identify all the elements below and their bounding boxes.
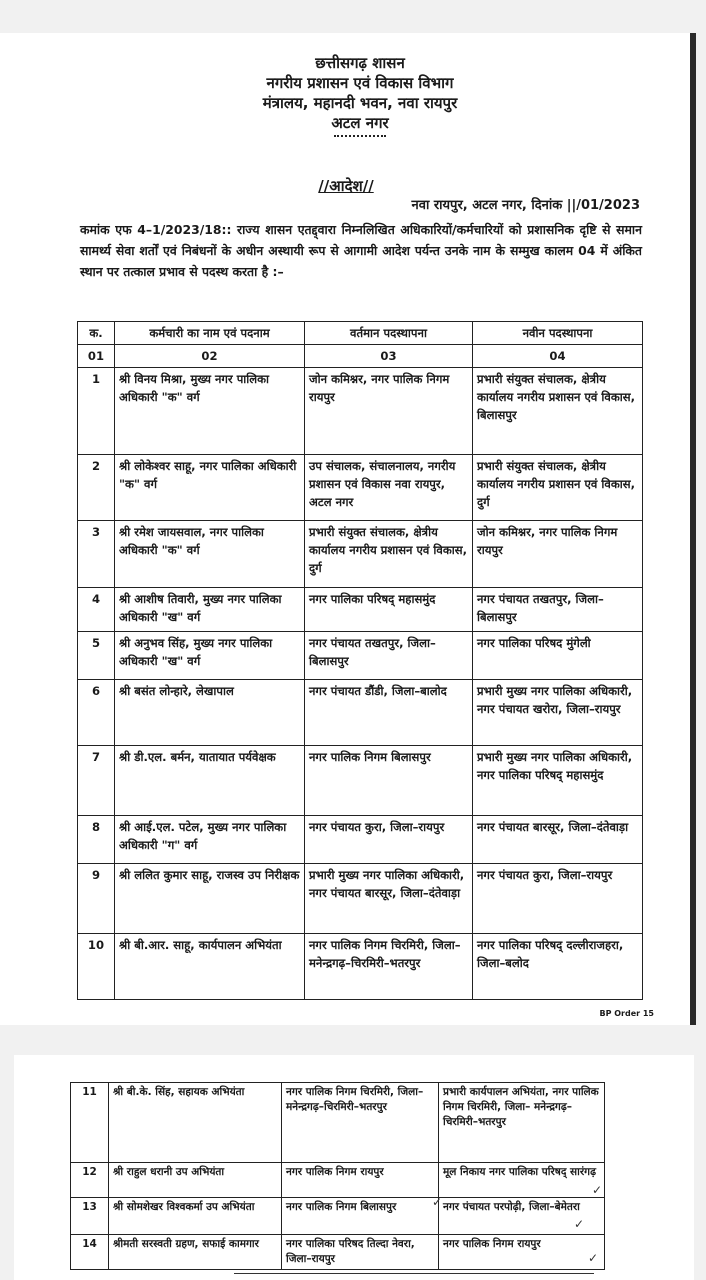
department-name: नगरीय प्रशासन एवं विकास विभाग xyxy=(266,74,454,92)
posting-table-continued xyxy=(70,1082,605,1270)
row-current: नगर पालिक निगम बिलासपुर xyxy=(305,746,473,816)
row-name: श्री बसंत लोन्हारे, लेखापाल xyxy=(115,680,305,746)
row-name: श्री डी.एल. बर्मन, यातायात पर्यवेक्षक xyxy=(115,746,305,816)
row-new: नगर पंचायत कुरा, जिला–रायपुर xyxy=(473,864,643,934)
row-sn: 5 xyxy=(78,632,115,680)
table-row xyxy=(78,455,643,521)
table-row xyxy=(78,521,643,588)
row-current: नगर पालिक निगम चिरमिरी, जिला–मनेन्द्रगढ़–चिरमिरी–भतरपुर xyxy=(282,1083,439,1163)
table-colnum-row xyxy=(78,345,643,368)
row-new: नगर पंचायत बारसूर, जिला–दंतेवाड़ा xyxy=(473,816,643,864)
row-sn: 14 xyxy=(71,1235,109,1270)
row-name: श्री विनय मिश्रा, मुख्य नगर पालिका अधिकारी "क" वर्ग xyxy=(115,368,305,455)
table-header-row xyxy=(78,322,643,345)
header-sn: क. xyxy=(78,322,115,345)
row-name: श्री आई.एल. पटेल, मुख्य नगर पालिका अधिकारी "ग" वर्ग xyxy=(115,816,305,864)
row-sn: 2 xyxy=(78,455,115,521)
table-row xyxy=(78,680,643,746)
row-new: प्रभारी संयुक्त संचालक, क्षेत्रीय कार्यालय नगरीय प्रशासन एवं विकास, बिलासपुर xyxy=(473,368,643,455)
row-name: श्री आशीष तिवारी, मुख्य नगर पालिका अधिकारी "ख" वर्ग xyxy=(115,588,305,632)
row-new: प्रभारी संयुक्त संचालक, क्षेत्रीय कार्यालय नगरीय प्रशासन एवं विकास, दुर्ग xyxy=(473,455,643,521)
row-name: श्री लोकेश्वर साहू, नगर पालिका अधिकारी "क" वर्ग xyxy=(115,455,305,521)
row-name: श्री राहुल धरानी उप अभियंता xyxy=(109,1163,282,1198)
row-sn: 13 xyxy=(71,1198,109,1235)
row-current: नगर पंचायत तखतपुर, जिला–बिलासपुर xyxy=(305,632,473,680)
row-current: नगर पालिक निगम बिलासपुर xyxy=(282,1198,439,1235)
table-row xyxy=(78,746,643,816)
check-mark: ✓ xyxy=(592,1183,603,1197)
row-new: मूल निकाय नगर पालिका परिषद् सारंगढ़ xyxy=(439,1163,605,1198)
row-sn: 10 xyxy=(78,934,115,1000)
row-name: श्रीमती सरस्वती ग्रहण, सफाई कामगार xyxy=(109,1235,282,1270)
table-row xyxy=(71,1198,605,1235)
row-current: नगर पालिक निगम रायपुर xyxy=(282,1163,439,1198)
footer-tag: BP Order 15 xyxy=(599,1009,654,1018)
order-intro-paragraph: कमांक एफ 4–1/2023/18:: राज्य शासन एतद्द्वारा निम्नलिखित अधिकारियों/कर्मचारियों को प्रशासनिक दृष्टि से समान सामर्थ्य सेवा शर्तों एवं निबंधनों के अधीन अस्थायी रूप से आगामी आदेश पर्यन्त उनके नाम के सम्मुख कालम 04 में अंकित स्थान पर तत्काल प्रभाव से पदस्थ करता है :– xyxy=(80,222,642,279)
row-new: नगर पालिका परिषद् दल्लीराजहरा, जिला–बलोद xyxy=(473,934,643,1000)
row-sn: 7 xyxy=(78,746,115,816)
row-new: नगर पंचायत परपोढ़ी, जिला–बेमेतरा xyxy=(439,1198,605,1235)
table-row xyxy=(71,1235,605,1270)
row-name: श्री ललित कुमार साहू, राजस्व उप निरीक्षक xyxy=(115,864,305,934)
row-name: श्री रमेश जायसवाल, नगर पालिका अधिकारी "क" वर्ग xyxy=(115,521,305,588)
header-new: नवीन पदस्थापना xyxy=(473,322,643,345)
row-sn: 12 xyxy=(71,1163,109,1198)
row-current: नगर पालिक निगम चिरमिरी, जिला–मनेन्द्रगढ़–चिरमिरी–भतरपुर xyxy=(305,934,473,1000)
colnum: 01 xyxy=(78,345,115,368)
row-name: श्री अनुभव सिंह, मुख्य नगर पालिका अधिकारी "ख" वर्ग xyxy=(115,632,305,680)
table-row xyxy=(78,588,643,632)
next-paragraph-cutoff xyxy=(234,1273,594,1274)
row-name: श्री सोमशेखर विश्वकर्मा उप अभियंता xyxy=(109,1198,282,1235)
header-current: वर्तमान पदस्थापना xyxy=(305,322,473,345)
colnum: 04 xyxy=(473,345,643,368)
table-row xyxy=(78,816,643,864)
document-page-2 xyxy=(14,1055,694,1280)
govt-name: छत्तीसगढ़ शासन xyxy=(315,54,405,72)
row-sn: 8 xyxy=(78,816,115,864)
row-current: जोन कमिश्नर, नगर पालिक निगम रायपुर xyxy=(305,368,473,455)
colnum: 03 xyxy=(305,345,473,368)
city-name: अटल नगर xyxy=(331,114,389,132)
row-current: उप संचालक, संचालनालय, नगरीय प्रशासन एवं विकास नवा रायपुर, अटल नगर xyxy=(305,455,473,521)
table-row xyxy=(71,1083,605,1163)
letterhead xyxy=(0,53,696,137)
row-new: नगर पालिका परिषद मुंगेली xyxy=(473,632,643,680)
row-sn: 11 xyxy=(71,1083,109,1163)
order-title: //आदेश// xyxy=(318,177,374,195)
row-current: नगर पालिका परिषद् महासमुंद xyxy=(305,588,473,632)
row-new: प्रभारी कार्यपालन अभियंता, नगर पालिक निगम चिरमिरी, जिला– मनेन्द्रगढ़–चिरमिरी–भतरपुर xyxy=(439,1083,605,1163)
row-sn: 9 xyxy=(78,864,115,934)
table-row xyxy=(78,632,643,680)
row-sn: 4 xyxy=(78,588,115,632)
row-new: जोन कमिश्नर, नगर पालिक निगम रायपुर xyxy=(473,521,643,588)
table-row xyxy=(78,864,643,934)
header-underline xyxy=(334,135,386,137)
row-current: नगर पंचायत डौंडी, जिला–बालोद xyxy=(305,680,473,746)
row-current: नगर पंचायत कुरा, जिला–रायपुर xyxy=(305,816,473,864)
row-sn: 6 xyxy=(78,680,115,746)
document-page-1 xyxy=(0,33,696,1025)
header-name: कर्मचारी का नाम एवं पदनाम xyxy=(115,322,305,345)
row-current: प्रभारी मुख्य नगर पालिका अधिकारी, नगर पंचायत बारसूर, जिला–दंतेवाड़ा xyxy=(305,864,473,934)
order-dateline: नवा रायपुर, अटल नगर, दिनांक ||/01/2023 xyxy=(411,198,640,213)
check-mark: ✓ xyxy=(432,1195,443,1209)
row-sn: 3 xyxy=(78,521,115,588)
row-name: श्री बी.के. सिंह, सहायक अभियंता xyxy=(109,1083,282,1163)
colnum: 02 xyxy=(115,345,305,368)
posting-table xyxy=(77,321,643,1000)
row-current: प्रभारी संयुक्त संचालक, क्षेत्रीय कार्यालय नगरीय प्रशासन एवं विकास, दुर्ग xyxy=(305,521,473,588)
row-new: नगर पंचायत तखतपुर, जिला–बिलासपुर xyxy=(473,588,643,632)
table-row xyxy=(71,1163,605,1198)
row-new: प्रभारी मुख्य नगर पालिका अधिकारी, नगर पंचायत खरोरा, जिला–रायपुर xyxy=(473,680,643,746)
table-row xyxy=(78,934,643,1000)
office-address: मंत्रालय, महानदी भवन, नवा रायपुर xyxy=(262,94,458,112)
row-current: नगर पालिका परिषद तिल्दा नेवरा, जिला–रायपुर xyxy=(282,1235,439,1270)
row-name: श्री बी.आर. साहू, कार्यपालन अभियंता xyxy=(115,934,305,1000)
table-row xyxy=(78,368,643,455)
row-new: नगर पालिक निगम रायपुर xyxy=(439,1235,605,1270)
check-mark: ✓ xyxy=(574,1217,585,1231)
check-mark: ✓ xyxy=(588,1251,599,1265)
row-new: प्रभारी मुख्य नगर पालिका अधिकारी, नगर पालिका परिषद् महासमुंद xyxy=(473,746,643,816)
row-sn: 1 xyxy=(78,368,115,455)
